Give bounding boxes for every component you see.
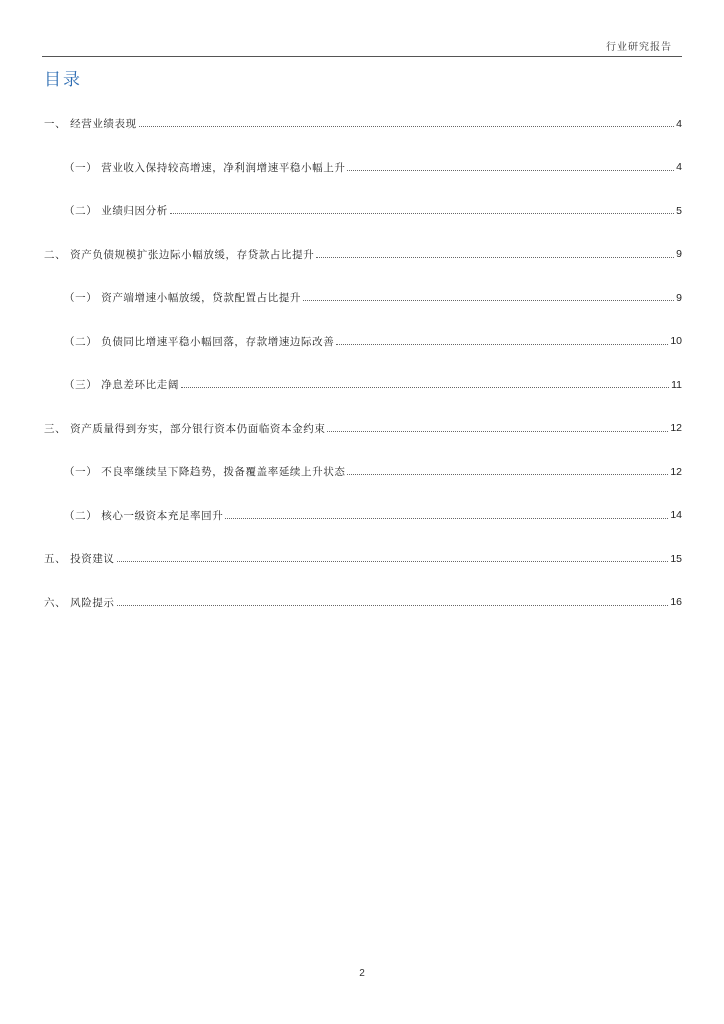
toc-entry[interactable] (44, 581, 682, 625)
toc-entry-page: 12 (670, 422, 682, 435)
toc-entry-page: 14 (670, 509, 682, 522)
toc-dot-leader (316, 257, 674, 258)
toc-entry-label: （一） 资产端增速小幅放缓，贷款配置占比提升 (64, 292, 302, 305)
toc-dot-leader (181, 387, 669, 388)
table-of-contents (44, 102, 682, 624)
toc-entry-page: 9 (676, 248, 682, 261)
toc-entry-label: （一） 营业收入保持较高增速，净利润增速平稳小幅上升 (64, 161, 346, 174)
toc-dot-leader (117, 605, 669, 606)
toc-dot-leader (347, 170, 674, 171)
toc-entry-page: 11 (671, 378, 682, 391)
toc-entry[interactable] (44, 407, 682, 451)
toc-entry-label: （二） 核心一级资本充足率回升 (64, 509, 224, 522)
toc-entry[interactable] (44, 537, 682, 581)
toc-entry-page: 10 (670, 335, 682, 348)
toc-entry[interactable] (44, 320, 682, 364)
toc-entry[interactable] (44, 189, 682, 233)
toc-dot-leader (347, 474, 668, 475)
toc-entry[interactable] (44, 233, 682, 277)
toc-entry-label: 二、 资产负债规模扩张边际小幅放缓，存贷款占比提升 (44, 248, 315, 261)
toc-entry-label: （一） 不良率继续呈下降趋势，拨备覆盖率延续上升状态 (64, 466, 346, 479)
toc-entry-page: 15 (670, 552, 682, 565)
toc-entry-page: 9 (676, 291, 682, 304)
toc-dot-leader (225, 518, 668, 519)
report-type-header: 行业研究报告 (606, 42, 672, 53)
toc-dot-leader (117, 561, 669, 562)
toc-entry-page: 12 (670, 465, 682, 478)
toc-entry-page: 16 (670, 596, 682, 609)
toc-dot-leader (170, 213, 674, 214)
toc-entry[interactable] (44, 276, 682, 320)
toc-entry[interactable] (44, 102, 682, 146)
toc-entry-label: 五、 投资建议 (44, 553, 115, 566)
toc-entry-label: 一、 经营业绩表现 (44, 118, 137, 131)
toc-entry-label: （二） 负债同比增速平稳小幅回落，存款增速边际改善 (64, 335, 335, 348)
toc-entry[interactable] (44, 494, 682, 538)
toc-entry-label: 三、 资产质量得到夯实，部分银行资本仍面临资本金约束 (44, 422, 326, 435)
toc-title: 目录 (44, 70, 82, 90)
toc-entry-page: 4 (676, 161, 682, 174)
toc-dot-leader (303, 300, 674, 301)
page-number: 2 (359, 968, 365, 979)
toc-dot-leader (327, 431, 668, 432)
header-divider (42, 56, 682, 57)
toc-dot-leader (336, 344, 668, 345)
toc-entry-label: （三） 净息差环比走阔 (64, 379, 179, 392)
toc-entry[interactable] (44, 363, 682, 407)
toc-entry[interactable] (44, 450, 682, 494)
toc-entry-page: 4 (676, 117, 682, 130)
toc-entry-label: （二） 业绩归因分析 (64, 205, 168, 218)
toc-entry-label: 六、 风险提示 (44, 596, 115, 609)
toc-dot-leader (139, 126, 674, 127)
toc-entry-page: 5 (676, 204, 682, 217)
toc-entry[interactable] (44, 146, 682, 190)
